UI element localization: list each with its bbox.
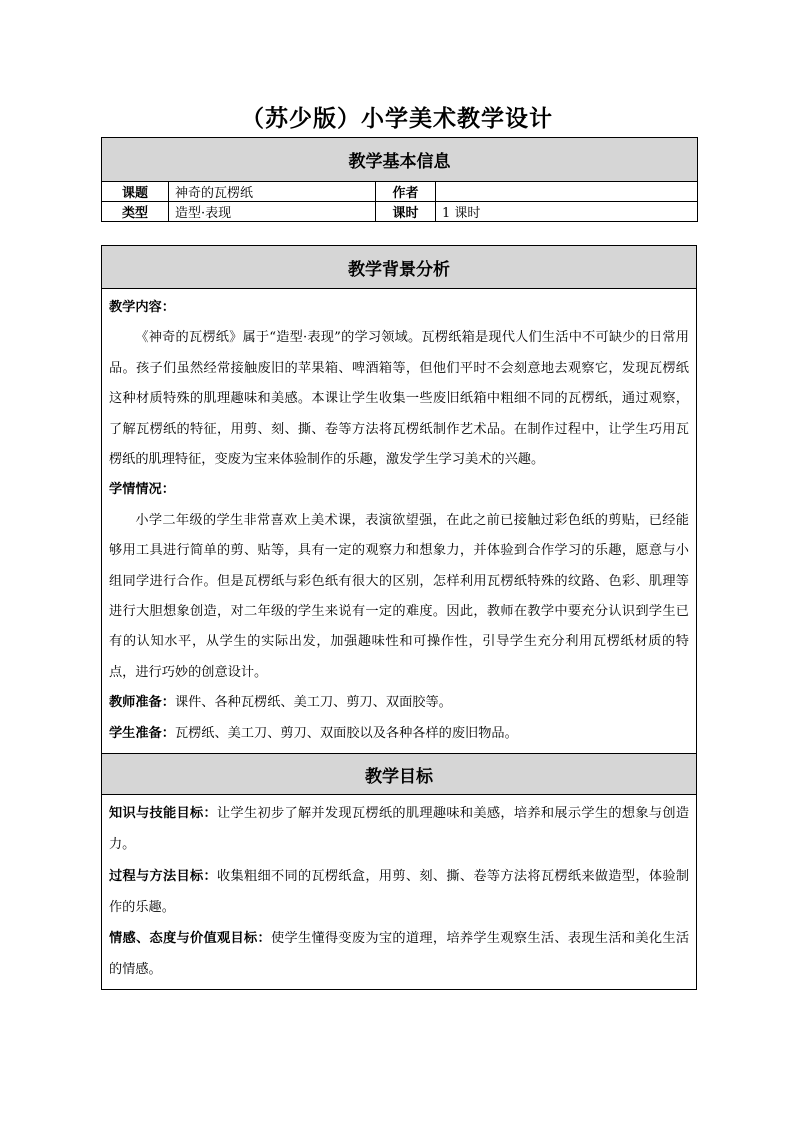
student-prep-label: 学生准备： bbox=[109, 725, 175, 741]
basic-info-table bbox=[101, 137, 698, 222]
type-label: 类型 bbox=[102, 202, 169, 222]
emotion-text: 使学生懂得变废为宝的道理，培养学生观察生活、表现生活和美化生活的情感。 bbox=[109, 930, 690, 978]
teacher-prep-text: 课件、各种瓦楞纸、美工刀、剪刀、双面胶等。 bbox=[174, 695, 452, 711]
background-body bbox=[102, 289, 697, 754]
process-text: 收集粗细不同的瓦楞纸盒，用剪、刻、撕、卷等方法将瓦楞纸来做造型，体验制作的乐趣。 bbox=[109, 868, 690, 915]
class-hours-label: 课时 bbox=[376, 202, 436, 222]
situation-text: 小学二年级的学生非常喜欢上美术课，表演欲望强，在此之前已接触过彩色纸的剪贴，已经能够用工具进行简单的剪、贴等，具有一定的观察力和想象力，并体验到合作学习的乐趣，愿意与小组同学进行合作。但是瓦楞纸与彩色纸有很大的区别，怎样利用瓦楞纸特殊的纹路、色彩、肌理等进行大胆想象创造，对二年级的学生来说有一定的难度。因此，教师在教学中要充分认识到学生已有的认知水平，从学生的实际出发，加强趣味性和可操作性，引导学生充分利用瓦楞纸材质的特点，进行巧妙的创意设计。 bbox=[109, 512, 689, 680]
table-row bbox=[102, 202, 698, 222]
topic-label: 课题 bbox=[102, 182, 169, 202]
student-prep-text: 瓦楞纸、美工刀、剪刀、双面胶以及各种各样的废旧物品。 bbox=[174, 725, 518, 741]
author-label: 作者 bbox=[376, 182, 436, 202]
knowledge-label: 知识与技能目标： bbox=[109, 806, 217, 822]
topic-value: 神奇的瓦楞纸 bbox=[169, 182, 376, 202]
process-label: 过程与方法目标： bbox=[109, 868, 217, 884]
emotion-label: 情感、态度与价值观目标： bbox=[109, 930, 271, 946]
basic-info-header: 教学基本信息 bbox=[102, 138, 698, 182]
author-value bbox=[436, 182, 698, 202]
class-hours-value: 1 课时 bbox=[436, 202, 698, 222]
content-text: 《神奇的瓦楞纸》属于“造型·表现”的学习领域。瓦楞纸箱是现代人们生活中不可缺少的日常用品。孩子们虽然经常接触废旧的苹果箱、啤酒箱等，但他们平时不会刻意地去观察它，发现瓦楞纸这种材质特殊的肌理趣味和美感。本课让学生收集一些废旧纸箱中粗细不同的瓦楞纸，通过观察，了解瓦楞纸的特征，用剪、刻、撕、卷等方法将瓦楞纸制作艺术品。在制作过程中，让学生巧用瓦楞纸的肌理特征，变废为宝来体验制作的乐趣，激发学生学习美术的兴趣。 bbox=[109, 330, 689, 468]
objectives-header: 教学目标 bbox=[102, 754, 697, 795]
document-title: （苏少版）小学美术教学设计 bbox=[241, 105, 553, 132]
situation-label: 学情情况： bbox=[109, 482, 175, 498]
teacher-prep-label: 教师准备： bbox=[109, 695, 175, 711]
content-label: 教学内容： bbox=[109, 300, 175, 315]
objectives-body bbox=[102, 795, 697, 990]
background-header: 教学背景分析 bbox=[102, 246, 697, 289]
knowledge-text: 让学生初步了解并发现瓦楞纸的肌理趣味和美感，培养和展示学生的想象与创造力。 bbox=[109, 806, 690, 853]
table-row bbox=[102, 182, 698, 202]
type-value: 造型·表现 bbox=[169, 202, 376, 222]
background-objectives-table bbox=[101, 245, 697, 990]
